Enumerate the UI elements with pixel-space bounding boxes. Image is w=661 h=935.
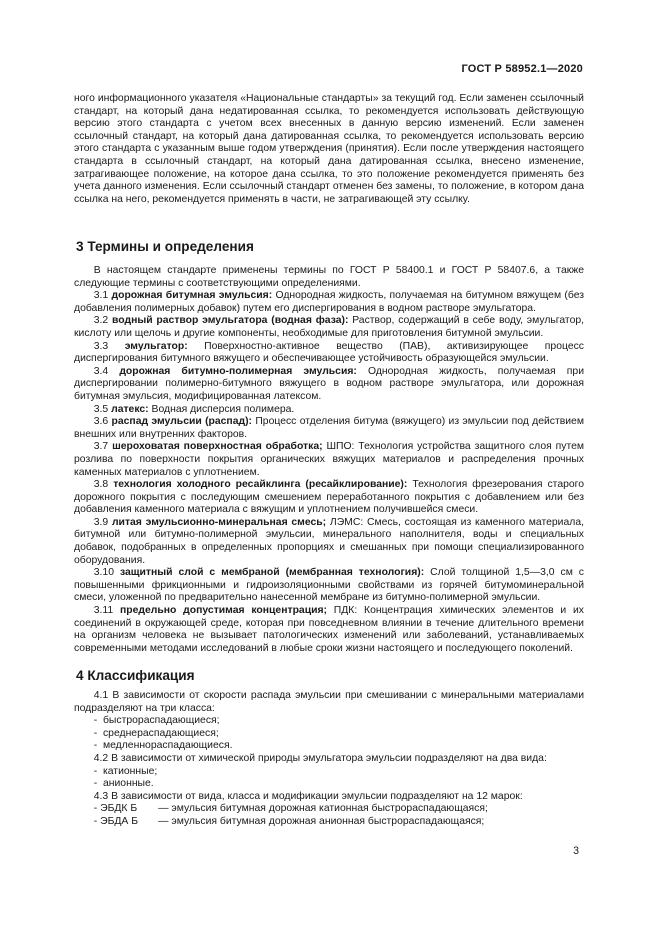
list-item: - ЭБДА Б — эмульсия битумная дорожная анионная быстрораспадающаяся; bbox=[93, 815, 485, 827]
term-number: 3.7 bbox=[93, 441, 109, 453]
term-text: Водная дисперсия полимера. bbox=[148, 403, 295, 415]
list-4-1 bbox=[74, 715, 584, 753]
term-definition bbox=[74, 404, 584, 417]
list-item: - катионные; bbox=[93, 765, 158, 777]
section-4 bbox=[74, 668, 584, 684]
term-text: ШПО: Технология устройства защитного слоя путем розлива по поверхности покрытия органических вяжущих материалов и распределения прочных каменных материалов с уплотнением. bbox=[74, 441, 585, 478]
term-number: 3.2 bbox=[93, 315, 109, 327]
intro-block bbox=[74, 93, 584, 206]
section-3-lead: В настоящем стандарте применены термины по ГОСТ Р 58400.1 и ГОСТ Р 58407.6, а также следующие термины с соответствующими определениями. bbox=[74, 265, 584, 289]
document-number: ГОСТ Р 58952.1—2020 bbox=[461, 63, 583, 75]
term-text: Однородная жидкость, получаемая при диспергировании полимерно-битумного вяжущего в водном растворе эмульгатора, или дорожная битумная эмульсия, модифицированная латексом. bbox=[74, 365, 584, 402]
term-definition bbox=[74, 290, 584, 315]
list-4-2 bbox=[74, 766, 584, 791]
para-4-1: 4.1 В зависимости от скорости распада эмульсии при смешивании с минеральными материалами подразделяют на три класса: bbox=[74, 690, 584, 714]
term-name: дорожная битумная эмульсия: bbox=[111, 290, 273, 302]
term-definition bbox=[74, 517, 584, 567]
term-name: предельно допустимая концентрация; bbox=[120, 605, 327, 617]
term-number: 3.10 bbox=[93, 567, 114, 579]
term-name: эмульгатор: bbox=[124, 340, 188, 352]
list-item: - медленнораспадающиеся. bbox=[93, 740, 233, 752]
term-text: Процесс отделения битума (вяжущего) из эмульсии под действием внешних или внутренних факторов. bbox=[74, 416, 584, 440]
term-name: защитный слой с мембраной (мембранная технология): bbox=[119, 567, 425, 579]
term-name: шероховатая поверхностная обработка; bbox=[112, 441, 323, 453]
terms-list bbox=[74, 290, 584, 655]
term-text: Раствор, содержащий в себе воду, эмульгатор, кислоту или щелочь и другие компоненты, необходимые для приготовления битумной эмульсии. bbox=[74, 315, 585, 339]
term-name: латекс: bbox=[111, 403, 149, 415]
term-text: Поверхностно-активное вещество (ПАВ), активизирующее процесс диспергирования битумного вяжущего и обеспечивающее устойчивость образующейся эмульсии. bbox=[74, 340, 584, 365]
term-name: водный раствор эмульгатора (водная фаза): bbox=[112, 315, 349, 327]
term-text: Однородная жидкость, получаемая на битумном вяжущем (без добавления полимерных добавок) путем его диспергирования в водном растворе эмульгатора. bbox=[74, 290, 585, 314]
list-4-3 bbox=[74, 803, 584, 828]
term-definition bbox=[74, 416, 584, 441]
section-4-body bbox=[74, 690, 584, 829]
list-item: - ЭБДК Б — эмульсия битумная дорожная катионная быстрораспадающаяся; bbox=[93, 803, 488, 815]
term-number: 3.5 bbox=[93, 403, 109, 415]
list-item: - быстрораспадающиеся; bbox=[93, 715, 220, 727]
term-text: Технология фрезерования старого дорожного покрытия с последующим смешением переработанного покрытия с добавлением или без добавления каменного материала с вяжущим и уплотнением получившейся смеси. bbox=[74, 479, 585, 516]
term-name: дорожная битумно-полимерная эмульсия: bbox=[119, 365, 357, 377]
term-number: 3.11 bbox=[93, 605, 114, 617]
term-number: 3.4 bbox=[93, 365, 109, 377]
term-number: 3.3 bbox=[93, 340, 109, 352]
term-name: распад эмульсии (распад): bbox=[111, 416, 253, 428]
page-number: 3 bbox=[573, 845, 579, 857]
term-definition bbox=[74, 441, 584, 479]
section-3 bbox=[74, 239, 584, 255]
term-number: 3.1 bbox=[93, 290, 109, 302]
term-text: ПДК: Концентрация химических элементов и их соединений в окружающей среде, которая при повседневном влиянии в течение длительного времени на организм человека не вызывает патологических изменений или заболеваний, устанавливаемых современными методами исследований в любые сроки жизни настоящего и последующего поколений. bbox=[74, 605, 585, 654]
term-definition bbox=[74, 366, 584, 404]
term-name: литая эмульсионно-минеральная смесь; bbox=[111, 516, 327, 528]
term-number: 3.6 bbox=[93, 416, 109, 428]
term-definition bbox=[74, 341, 584, 366]
section-4-heading: 4 Классификация bbox=[76, 668, 195, 683]
term-text: Слой толщиной 1,5—3,0 см с повышенными фрикционными и гидроизоляционными свойствами из горячей битумоминеральной смеси, уложенной по предварительно нанесенной мембране из битумно-полимерной эмульсии. bbox=[74, 567, 584, 604]
term-definition bbox=[74, 479, 584, 517]
term-number: 3.9 bbox=[93, 516, 109, 528]
section-3-body bbox=[74, 265, 584, 655]
term-name: технология холодного ресайклинга (ресайклирование): bbox=[113, 479, 408, 491]
term-definition bbox=[74, 315, 584, 340]
list-item: - среднераспадающиеся; bbox=[93, 727, 219, 739]
para-4-2: 4.2 В зависимости от химической природы эмульгатора эмульсии подразделяют на два вида: bbox=[93, 752, 547, 764]
list-item: - анионные. bbox=[93, 778, 154, 790]
para-4-3: 4.3 В зависимости от вида, класса и модификации эмульсии подразделяют на 12 марок: bbox=[93, 790, 523, 802]
term-number: 3.8 bbox=[93, 479, 109, 491]
section-3-heading: 3 Термины и определения bbox=[76, 239, 254, 254]
term-definition bbox=[74, 605, 584, 655]
term-text: ЛЭМС: Смесь, состоящая из каменного материала, битумной или битумно-полимерной эмульсии, минерального наполнителя, воды и специальных добавок, подобранных в определенных пропорциях и смешанных при помощи специализированного оборудования. bbox=[74, 516, 584, 566]
intro-paragraph: ного информационного указателя «Национальные стандарты» за текущий год. Если заменен ссылочный стандарт, на который дана недатированная ссылка, то рекомендуется использовать действующую версию этого стандарта с учетом всех внесенных в данную версию изменений. Если заменен ссылочный стандарт, на который дана датированная ссылка, то рекомендуется использовать версию этого стандарта с указанным выше годом утверждения (принятия). Если после утверждения настоящего стандарта в ссылочный стандарт, на который дана датированная ссылка, внесено изменение, затрагивающее положение, на которое дана ссылка, то это положение рекомендуется применять без учета данного изменения. Если ссылочный стандарт отменен без замены, то положение, в котором дана ссылка на него, рекомендуется применять в части, не затрагивающей эту ссылку. bbox=[74, 93, 584, 205]
term-definition bbox=[74, 567, 584, 605]
